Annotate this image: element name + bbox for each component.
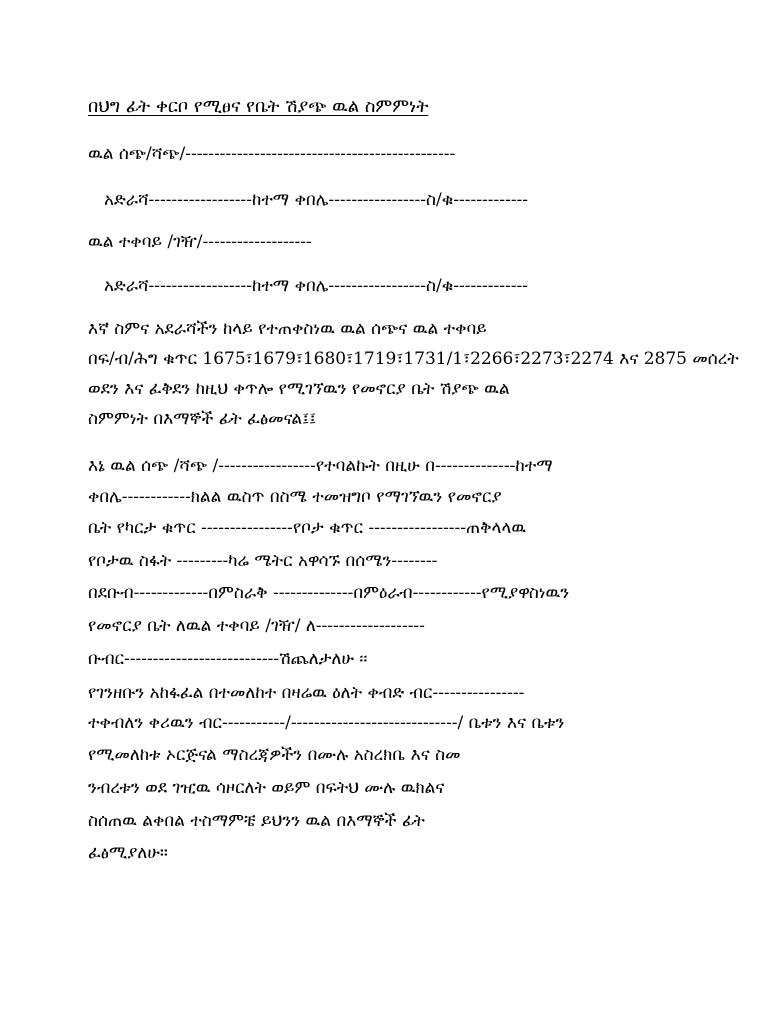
paragraph-2-line: የቦታዉ ስፋት ---------ካሬ ሜትር አዋሳኙ በሰሜን--------: [88, 551, 438, 571]
paragraph-1-line: ወደን እና ፈቅደን ከዚህ ቀጥሎ የሚገኘዉን የመኖርያ ቤት ሽያጭ ዉል: [88, 379, 510, 399]
paragraph-2-line: ቤት የካርታ ቁጥር ----------------የቦታ ቁጥር -----------------ጠቅላላዉ: [88, 518, 527, 538]
document-title: በህግ ፊት ቀርቦ የሚፀና የቤት ሽያጭ ዉል ስምምነት: [88, 96, 429, 117]
paragraph-2-line: በደቡብ-------------በምስራቅ --------------በምዕራብ------------የሚያዋስነዉን: [88, 583, 570, 603]
paragraph-3-line: የሚመለከቱ ኦርጅናል ማስረጃዎችን በሙሉ አስረክቤ እና ስመ: [88, 745, 461, 765]
buyer-line: ዉል ተቀባይ /ገዥ/-------------------: [88, 232, 312, 252]
seller-line: ዉል ሰጭ/ሻጭ/-----------------------------------------------: [88, 144, 456, 164]
paragraph-3-line: ተቀብለን ቀሪዉን ብር-----------/-----------------------------/ ቤቱን እና ቤቱን: [88, 713, 565, 733]
paragraph-1-line: በፍ/ብ/ሕግ ቁጥር 1675፣1679፣1680፣1719፣1731/1፣2266፣2273፣2274 እና 2875 መሰረት: [88, 349, 739, 369]
paragraph-2-line: ቡብር---------------------------ሽጨለታለሁ ፡፡: [88, 649, 368, 669]
paragraph-1-line: ስምምነት በእማኞች ፊት ፈፅመናል፤፤: [88, 409, 317, 429]
seller-address-line: አድራሻ------------------ከተማ ቀበሌ-----------------ስ/ቁ-------------: [104, 190, 528, 210]
paragraph-3-line: ፈፅሚያለሁ።: [88, 843, 168, 863]
paragraph-2-line: የመኖርያ ቤት ለዉል ተቀባይ /ገዥ/ ለ-------------------: [88, 616, 425, 636]
paragraph-3-line: ስሰጠዉ ልቀበል ተስማምቼ ይህንን ዉል በእማኞች ፊት: [88, 811, 425, 831]
paragraph-3-line: ንብረቱን ወደ ገዢዉ ሳዞርለት ወይም በፍትህ ሙሉ ዉክልና: [88, 778, 445, 798]
paragraph-2-line: እኔ ዉል ሰጭ /ሻጭ /-----------------የተባልኩት በዚሁ በ--------------ከተማ: [88, 456, 553, 476]
paragraph-3-line: የገንዘቡን አከፋፈል በተመለከተ በዛሬዉ ዕለት ቀብድ ብር----------------: [88, 683, 525, 703]
paragraph-1-line: እኛ ስምና አደራሻችን ከላይ የተጠቀስነዉ ዉል ሰጭና ዉል ተቀባይ: [88, 319, 487, 339]
buyer-address-line: አድራሻ------------------ከተማ ቀበሌ-----------------ስ/ቁ-------------: [104, 276, 528, 296]
paragraph-2-line: ቀበሌ------------ክልል ዉስጥ በስሜ ተመዝግቦ የማገኘዉን የመኖርያ: [88, 487, 502, 507]
